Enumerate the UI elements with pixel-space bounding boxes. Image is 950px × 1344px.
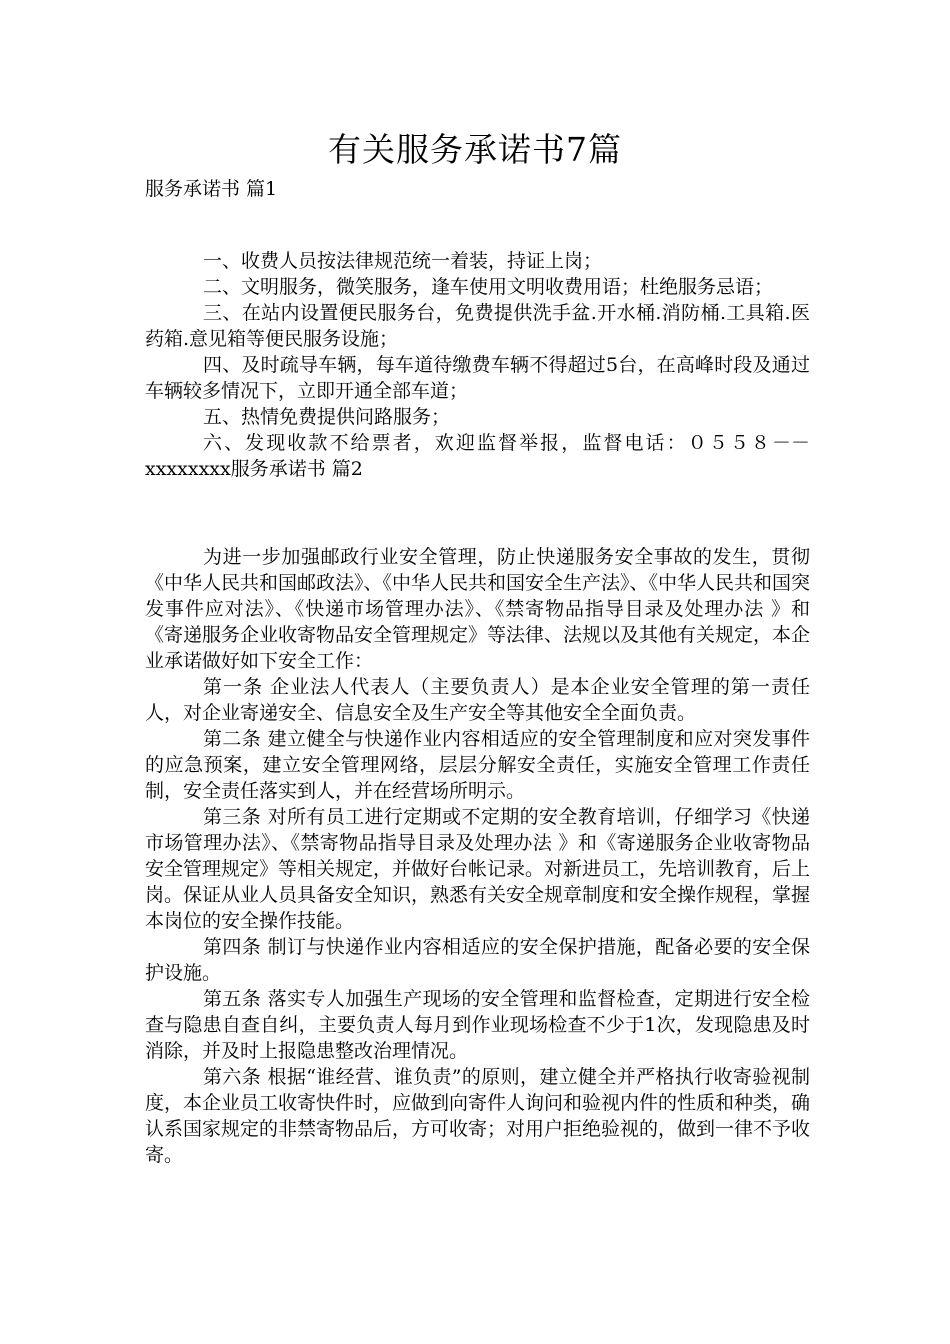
section-heading-2: 服务承诺书 篇2 <box>230 458 363 480</box>
paragraph: 四、及时疏导车辆，每车道待缴费车辆不得超过5台，在高峰时段及通过车辆较多情况下，立即开通全部车道； <box>145 354 810 402</box>
article-paragraph: 第六条 根据“谁经营、谁负责”的原则，建立健全并严格执行收寄验视制度，本企业员工收寄快件时，应做到向寄件人询问和验视内件的性质和种类，确认系国家规定的非禁寄物品后，方可收寄；对用户拒绝验视的，做到一律不予收寄。 <box>145 1066 811 1166</box>
article-paragraph: 第三条 对所有员工进行定期或不定期的安全教育培训，仔细学习《快递市场管理办法》、《禁寄物品指导目录及处理办法 》和《寄递服务企业收寄物品安全管理规定》等相关规定，并做好台帐记录。对新进员工，先培训教育，后上岗。保证从业人员具备安全知识，熟悉有关安全规章制度和安全操作规程，掌握本岗位的安全操作技能。 <box>145 806 811 932</box>
section-2-body <box>145 544 810 1168</box>
section-1-body <box>145 248 810 482</box>
paragraph: 五、热情免费提供问路服务； <box>203 406 451 428</box>
section-heading-1: 服务承诺书 篇1 <box>145 178 278 200</box>
article-paragraph: 第五条 落实专人加强生产现场的安全管理和监督检查，定期进行安全检查与隐患自查自纠，主要负责人每月到作业现场检查不少于1次，发现隐患及时消除，并及时上报隐患整改治理情况。 <box>145 988 810 1062</box>
paragraph-text: 六、发现收款不给票者，欢迎监督举报，监督电话：０５５８－－xxxxxxxx <box>145 432 810 480</box>
paragraph: 三、在站内设置便民服务台，免费提供洗手盆.开水桶.消防桶.工具箱.医药箱.意见箱等便民服务设施； <box>145 302 810 350</box>
article-paragraph: 第二条 建立健全与快递作业内容相适应的安全管理制度和应对突发事件的应急预案，建立安全管理网络，层层分解安全责任，实施安全管理工作责任制，安全责任落实到人，并在经营场所明示。 <box>145 728 810 802</box>
article-paragraph: 第一条 企业法人代表人（主要负责人）是本企业安全管理的第一责任人，对企业寄递安全、信息安全及生产安全等其他安全全面负责。 <box>145 676 810 724</box>
article-paragraph: 第四条 制订与快递作业内容相适应的安全保护措施，配备必要的安全保护设施。 <box>145 936 810 984</box>
document-title: 有关服务承诺书7篇 <box>328 130 622 169</box>
paragraph: 为进一步加强邮政行业安全管理，防止快递服务安全事故的发生，贯彻《中华人民共和国邮政法》、《中华人民共和国安全生产法》、《中华人民共和国突发事件应对法》、《快递市场管理办法》、《禁寄物品指导目录及处理办法 》和《寄递服务企业收寄物品安全管理规定》等法律、法规以及其他有关规定，本企业承诺做好如下安全工作： <box>145 546 811 672</box>
paragraph: 一、收费人员按法律规范统一着装，持证上岗； <box>203 250 603 272</box>
paragraph: 二、文明服务，微笑服务，逢车使用文明收费用语；杜绝服务忌语； <box>203 276 774 298</box>
paragraph-with-inline-heading <box>145 430 810 482</box>
